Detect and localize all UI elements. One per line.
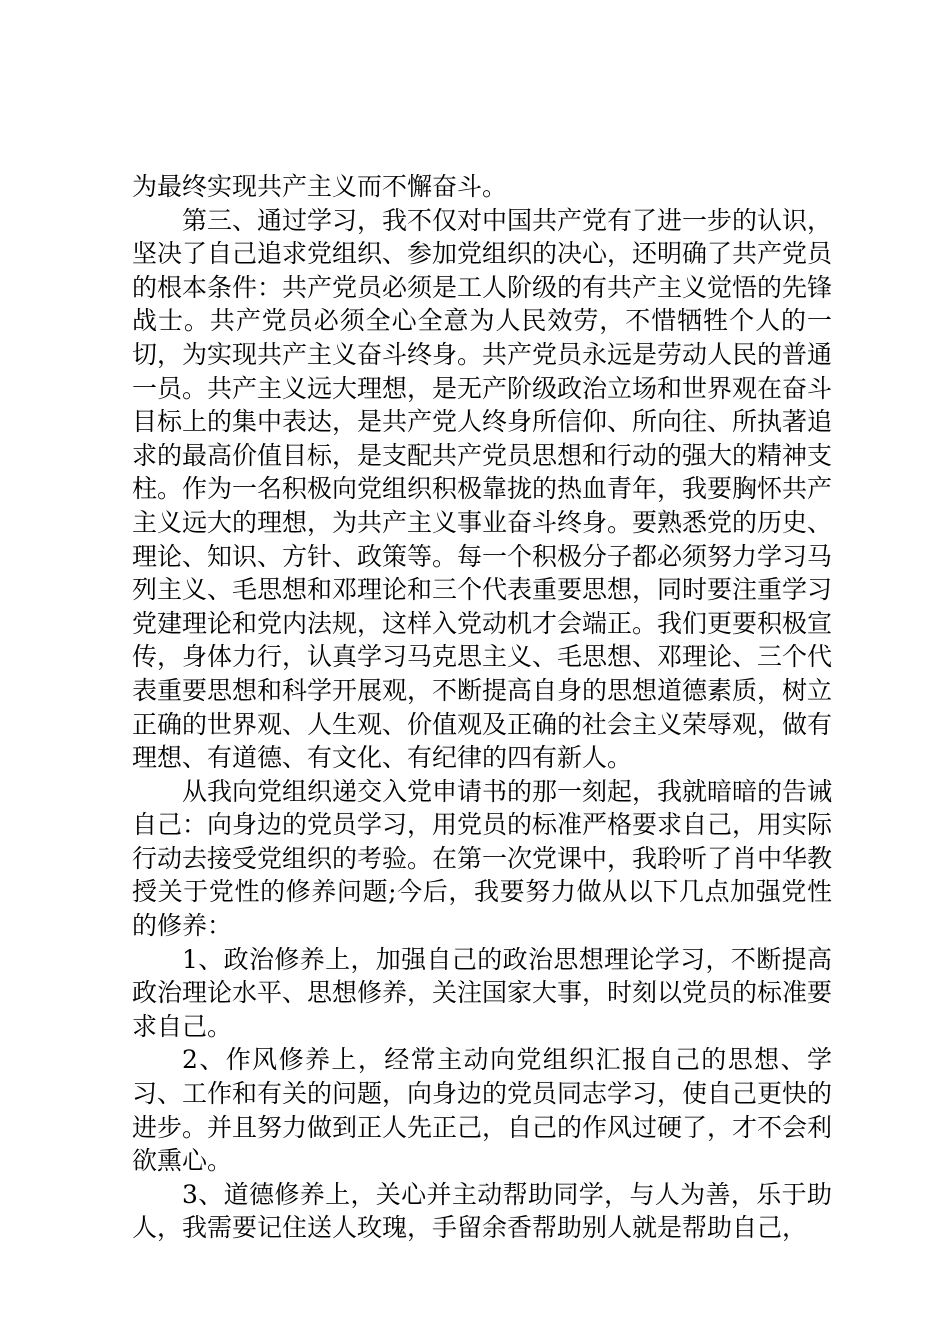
document-page [132,170,832,1245]
paragraph-1: 为最终实现共产主义而不懈奋斗。 [132,172,508,201]
paragraph-3: 从我向党组织递交入党申请书的那一刻起，我就暗暗的告诫自己：向身边的党员学习，用党员的标准严格要求自己，用实际行动去接受党组织的考验。在第一次党课中，我聆听了肖中华教授关于党性的修养问题;今后，我要努力做从以下几点加强党性的修养： [132,776,833,941]
paragraph-6: 3、道德修养上，关心并主动帮助同学，与人为善，乐于助人，我需要记住送人玫瑰，手留余香帮助别人就是帮助自己， [132,1179,832,1243]
paragraph-2: 第三、通过学习，我不仅对中国共产党有了进一步的认识，坚决了自己追求党组织、参加党组织的决心，还明确了共产党员的根本条件：共产党员必须是工人阶级的有共产主义觉悟的先锋战士。共产党员必须全心全意为人民效劳，不惜牺牲个人的一切，为实现共产主义奋斗终身。共产党员永远是劳动人民的普通一员。共产主义远大理想，是无产阶级政治立场和世界观在奋斗目标上的集中表达，是共产党人终身所信仰、所向往、所执著追求的最高价值目标，是支配共产党员思想和行动的强大的精神支柱。作为一名积极向党组织积极靠拢的热血青年，我要胸怀共产主义远大的理想，为共产主义事业奋斗终身。要熟悉党的历史、理论、知识、方针、政策等。每一个积极分子都必须努力学习马列主义、毛思想和邓理论和三个代表重要思想，同时要注重学习党建理论和党内法规，这样入党动机才会端正。我们更要积极宣传，身体力行，认真学习马克思主义、毛思想、邓理论、三个代表重要思想和科学开展观，不断提高自身的思想道德素质，树立正确的世界观、人生观、价值观及正确的社会主义荣辱观，做有理想、有道德、有文化、有纪律的四有新人。 [132,205,833,773]
paragraph-4: 1、政治修养上，加强自己的政治思想理论学习，不断提高政治理论水平、思想修养，关注国家大事，时刻以党员的标准要求自己。 [132,944,833,1041]
paragraph-5: 2、作风修养上，经常主动向党组织汇报自己的思想、学习、工作和有关的问题，向身边的党员同志学习，使自己更快的进步。并且努力做到正人先正己，自己的作风过硬了，才不会利欲熏心。 [132,1045,833,1176]
